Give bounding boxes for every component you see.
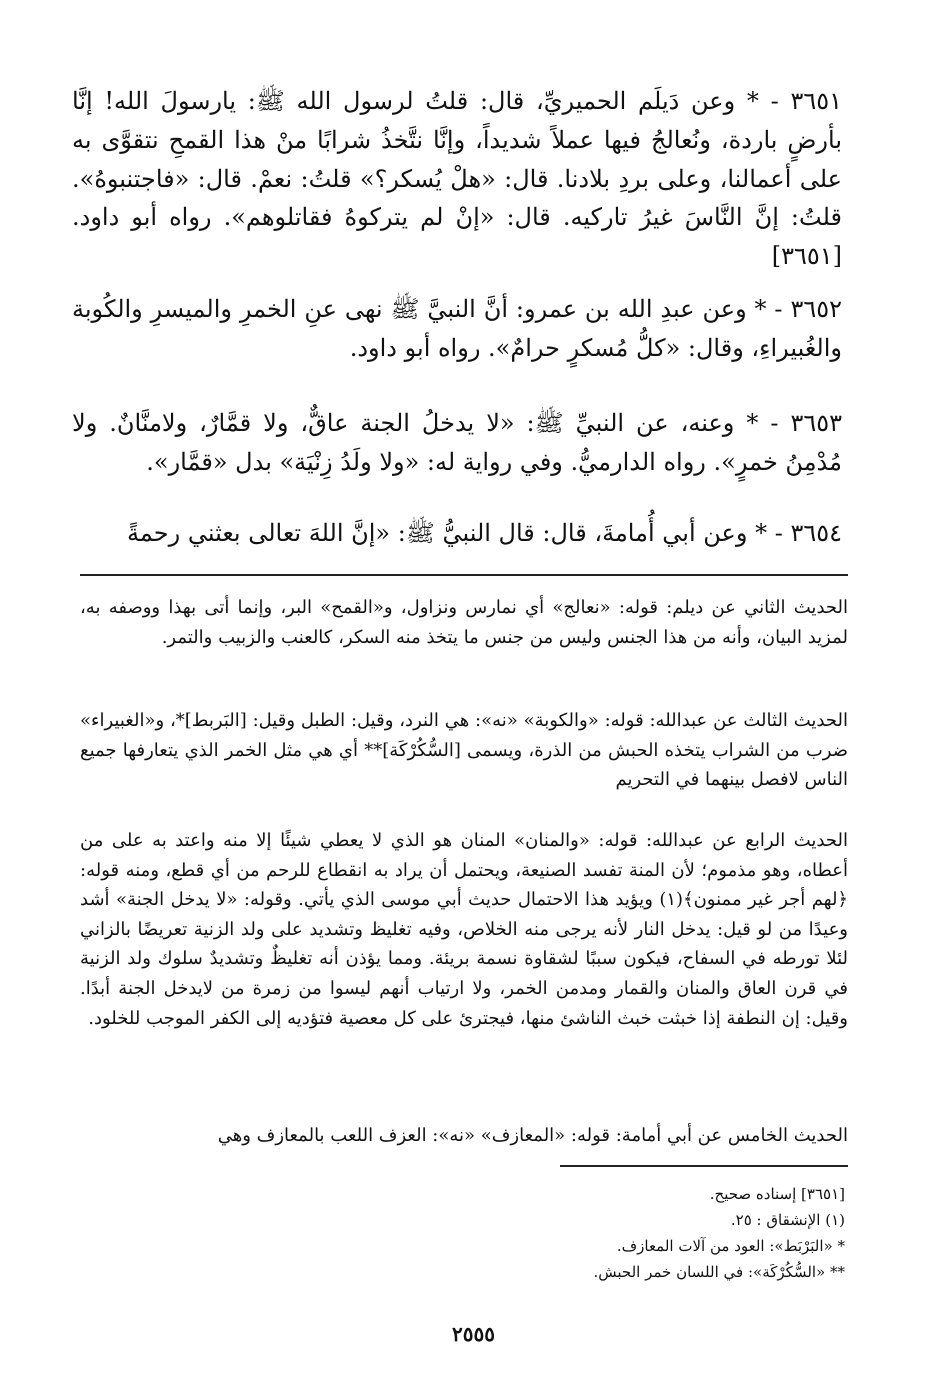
footnote-item: (١) الإنشقاق : ٢٥. bbox=[730, 1211, 845, 1229]
commentary-paragraph: الحديث الرابع عن عبدالله: قوله: «والمنان» المنان هو الذي لا يعطي شيئًا إلا منه واعتد به على من أعطاه، وهو مذموم؛ لأن المنة تفسد الصنيعة، ويحتمل أن يراد به انقطاع للرحم من أي قطع، ومنه قوله: ﴿لهم أجر غير ممنون﴾(١) ويؤيد هذا الاحتمال حديث أبي موسى الذي يأتي. وقوله: «لا يدخل الجنة» أشد وعيدًا من لو قيل: يدخل النار لأنه يرجى منه الخلاص، وفيه تغليظ وتشديد على ولد الزنية تعريضًا بالزاني لئلا تورطه في السفاح، فيكون سببًا لشقاوة نسمة بريئة. ومما يؤذن أنه تغليظٌ وتشديدٌ سلوك ولد الزنية في قرن العاق والمنان والقمار ومدمن الخمر، ولا ارتياب أنهم ليسوا من زمرة من لايدخل الجنة أبدًا. وقيل: إن النطفة إذا خبثت خبث الناشئ منها، فيجترئ على كل معصية فتؤديه إلى الكفر الموجب للخلود. bbox=[80, 830, 849, 1029]
footnote-item: [٣٦٥١] إسناده صحيح. bbox=[709, 1185, 845, 1203]
footnote-item: ** «السُّكُرْكَة»: في اللسان خمر الحبش. bbox=[593, 1263, 845, 1281]
page-number: ٢٥٥٥ bbox=[452, 1322, 495, 1346]
section-divider bbox=[80, 574, 848, 576]
footnote-divider bbox=[560, 1165, 848, 1167]
footnotes bbox=[445, 1181, 845, 1285]
hadith-3652: ٣٦٥٢ - * وعن عبدِ الله بن عمرو: أنَّ النبيَّ ﷺ نهى عنِ الخمرِ والميسرِ والكُوبة والغُبيراءِ، وقال: «كلُّ مُسكرٍ حرامٌ». رواه أبو داود. bbox=[72, 295, 842, 362]
hadith-3651: ٣٦٥١ - * وعن دَيلَم الحميريِّ، قال: قلتُ لرسول الله ﷺ: يارسولَ الله! إنَّا بأرضٍ باردة، ونُعالجُ فيها عملاً شديداً، وإنَّا نتَّخذُ شرابًا منْ هذا القمحِ نتقوَّى به على أعمالنا، وعلى بردِ بلادنا. قال: «هلْ يُسكر؟» قلتُ: نعمْ. قال: «فاجتنبوهُ». قلتُ: إنَّ النَّاسَ غيرُ تاركيه. قال: «إنْ لم يتركوهُ فقاتلوهم». رواه أبو داود. [٣٦٥١] bbox=[72, 87, 842, 271]
commentary-paragraph: الحديث الثاني عن ديلم: قوله: «نعالج» أي نمارس ونزاول، و«القمح» البر، وإنما أتى بهذا ووصفه به، لمزيد البيان، وأنه من هذا الجنس وليس من جنس ما يتخذ منه السكر، كالعنب والزبيب والتمر. bbox=[80, 597, 848, 648]
footnote-item: * «البَرْبَط»: العود من آلات المعازف. bbox=[616, 1237, 845, 1255]
hadith-3653: ٣٦٥٣ - * وعنه، عن النبيِّ ﷺ: «لا يدخلُ الجنة عاقٌّ، ولا قمَّارٌ، ولامنَّانٌ. ولا مُدْمِنُ خمرٍ». رواه الدارميُّ. وفي رواية له: «ولا ولَدُ زِنْيَة» بدل «قمَّار». bbox=[72, 409, 842, 476]
commentary-paragraph: الحديث الخامس عن أبي أمامة: قوله: «المعازف» «نه»: العزف اللعب بالمعازف وهي bbox=[217, 1125, 848, 1146]
hadith-3654: ٣٦٥٤ - * وعن أبي أُمامةَ، قال: قال النبيُّ ﷺ: «إنَّ اللهَ تعالى بعثني رحمةً bbox=[127, 519, 842, 547]
commentary-paragraph: الحديث الثالث عن عبدالله: قوله: «والكوبة» «نه»: هي النرد، وقيل: الطبل وقيل: [البَربط]*، و«الغبيراء» ضرب من الشراب يتخذه الحبش من الذرة، ويسمى [السُّكُرْكَة]** أي هي مثل الخمر الذي يتعارفها جميع الناس لافصل بينهما في التحريم bbox=[80, 710, 848, 791]
